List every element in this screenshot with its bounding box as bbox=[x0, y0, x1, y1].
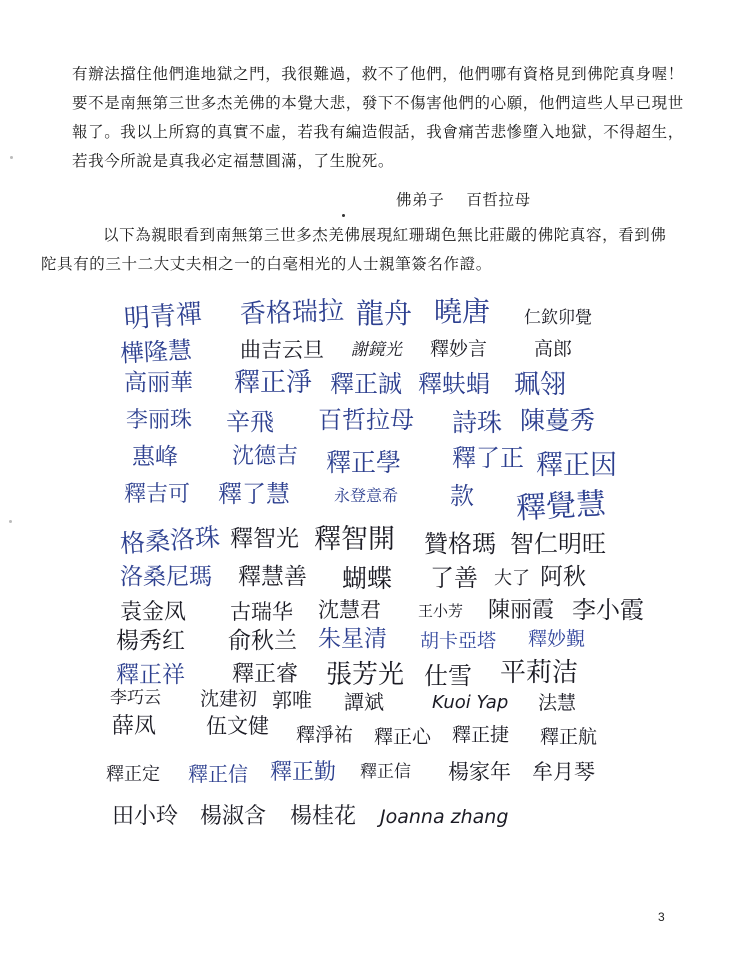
handwritten-signature: 蝴蝶 bbox=[342, 564, 393, 593]
handwritten-signature: 楊淑含 bbox=[200, 804, 267, 829]
handwritten-signature: 釋正航 bbox=[540, 726, 598, 748]
handwritten-signature: 釋正信 bbox=[188, 762, 248, 786]
handwritten-signature: 釋妙言 bbox=[430, 338, 488, 360]
handwritten-signature: 釋了慧 bbox=[218, 480, 290, 508]
handwritten-signature: 仕雪 bbox=[424, 662, 472, 690]
handwritten-signature: 胡卡亞塔 bbox=[420, 630, 497, 652]
handwritten-signature: 大了 bbox=[494, 568, 530, 589]
handwritten-signature: 辛飛 bbox=[226, 408, 274, 436]
handwritten-signature: 釋正淨 bbox=[234, 368, 313, 398]
page-number: 3 bbox=[658, 910, 665, 924]
handwritten-signature: 釋慧善 bbox=[238, 564, 307, 590]
handwritten-signature: 曉唐 bbox=[434, 295, 491, 328]
handwritten-signature: 伍文健 bbox=[206, 714, 269, 738]
handwritten-signature: 謝鏡光 bbox=[349, 340, 406, 360]
handwritten-signature: 沈慧君 bbox=[318, 598, 381, 622]
handwritten-signature: 格桑洛珠 bbox=[119, 522, 221, 559]
handwritten-signature: 郭唯 bbox=[272, 688, 312, 712]
handwritten-signature: 釋正定 bbox=[106, 764, 160, 785]
handwritten-signature: 香格瑞拉 bbox=[239, 296, 345, 330]
handwritten-signature: 李巧云 bbox=[110, 688, 161, 708]
handwritten-signature: 釋蚨蜎 bbox=[418, 370, 490, 398]
handwritten-signature: 贊格瑪 bbox=[424, 530, 496, 558]
text-line: 以下為親眼看到南無第三世多杰羌佛展現紅珊瑚色無比莊嚴的佛陀真容，看到佛 bbox=[103, 226, 667, 244]
text-line: 若我今所說是真我必定福慧圓滿，了生脫死。 bbox=[72, 152, 395, 170]
handwritten-signature: 釋正誠 bbox=[330, 370, 402, 398]
handwritten-signature: 了善 bbox=[430, 564, 478, 592]
handwritten-signature: 樺隆慧 bbox=[119, 336, 193, 368]
handwritten-signature: 釋正心 bbox=[374, 726, 432, 748]
signature-title: 佛弟子 bbox=[396, 191, 445, 209]
handwritten-signature: 薛凤 bbox=[112, 714, 157, 739]
handwritten-signature: 沈建初 bbox=[200, 688, 258, 710]
handwritten-signature: 李小霞 bbox=[572, 596, 644, 624]
handwritten-signature: 釋吉可 bbox=[124, 482, 191, 507]
handwritten-signature: 朱星清 bbox=[318, 626, 387, 652]
handwritten-signature: Kuoi Yap bbox=[432, 692, 509, 713]
handwritten-signature: 釋智光 bbox=[230, 526, 299, 552]
handwritten-signature: 詩珠 bbox=[452, 408, 503, 437]
handwritten-signature: 釋正信 bbox=[360, 762, 411, 782]
handwritten-signature: 釋了正 bbox=[452, 444, 524, 472]
handwritten-signature: 高郎 bbox=[534, 338, 573, 360]
handwritten-signature: 釋正睿 bbox=[232, 662, 299, 687]
handwritten-signature: 阿秋 bbox=[540, 564, 586, 590]
handwritten-signature: 龍舟 bbox=[356, 297, 413, 330]
text-line: 陀具有的三十二大丈夫相之一的白毫相光的人士親筆簽名作證。 bbox=[41, 255, 492, 273]
handwritten-signature: 款 bbox=[450, 482, 474, 510]
signature-name: 百哲拉母 bbox=[466, 191, 531, 209]
handwritten-signature: 張芳光 bbox=[326, 660, 405, 690]
handwritten-signature: 楊家年 bbox=[448, 760, 511, 784]
handwritten-signature: 惠峰 bbox=[132, 444, 178, 470]
handwritten-signature: 陳蔓秀 bbox=[520, 406, 596, 435]
handwritten-signature: 珮翎 bbox=[514, 370, 567, 400]
handwritten-signature: 平莉洁 bbox=[500, 658, 579, 688]
handwritten-signature: 洛桑尼瑪 bbox=[120, 564, 212, 590]
handwritten-signature: 李丽珠 bbox=[126, 408, 193, 433]
handwritten-signature: 釋妙覲 bbox=[528, 628, 586, 650]
handwritten-signature: 釋正因 bbox=[536, 450, 617, 481]
handwritten-signature: 陳丽霞 bbox=[488, 598, 555, 623]
handwritten-signature: 明青禪 bbox=[123, 299, 203, 335]
handwritten-signature: 沈德吉 bbox=[232, 444, 299, 469]
handwritten-signature: 釋智開 bbox=[314, 524, 395, 555]
handwritten-signature: 俞秋兰 bbox=[228, 628, 297, 654]
handwritten-signature: 楊秀红 bbox=[116, 628, 185, 654]
handwritten-signature: 譚斌 bbox=[344, 690, 384, 714]
text-line: 有辦法擋住他們進地獄之門，我很難過，救不了他們，他們哪有資格見到佛陀真身喔！ bbox=[72, 65, 684, 83]
handwritten-signature: 釋正祥 bbox=[116, 662, 185, 688]
handwritten-signature: 釋正捷 bbox=[452, 724, 510, 746]
handwritten-signature: 王小芳 bbox=[418, 602, 464, 620]
handwritten-signature: 古瑞华 bbox=[230, 600, 293, 624]
handwritten-signature: 智仁明旺 bbox=[510, 530, 606, 558]
handwritten-signature: 釋覺慧 bbox=[515, 486, 607, 527]
handwritten-signature: 永登意希 bbox=[334, 486, 399, 505]
handwritten-signature: 田小玲 bbox=[112, 804, 179, 829]
text-line: 要不是南無第三世多杰羌佛的本覺大悲，發下不傷害他們的心願，他們這些人早已現世 bbox=[72, 94, 684, 112]
handwritten-signature: 釋正勤 bbox=[270, 760, 337, 785]
handwritten-signature: 曲吉云旦 bbox=[240, 338, 324, 362]
handwritten-signature: Joanna zhang bbox=[380, 806, 509, 828]
handwritten-signature: 楊桂花 bbox=[290, 804, 357, 829]
handwritten-signature: 仁欽卯覺 bbox=[524, 308, 592, 328]
handwritten-signature: 釋淨祐 bbox=[296, 724, 354, 746]
handwritten-signature: 牟月琴 bbox=[532, 760, 595, 784]
handwritten-signature: 百哲拉母 bbox=[318, 406, 414, 434]
text-line: 報了。我以上所寫的真實不虛，若我有編造假話，我會痛苦悲慘墮入地獄，不得超生， bbox=[72, 123, 684, 141]
handwritten-signature: 釋正學 bbox=[326, 448, 402, 477]
handwritten-signature: 高丽華 bbox=[124, 370, 193, 396]
handwritten-signature: 袁金凤 bbox=[120, 600, 187, 625]
handwritten-signature: 法慧 bbox=[538, 692, 577, 714]
